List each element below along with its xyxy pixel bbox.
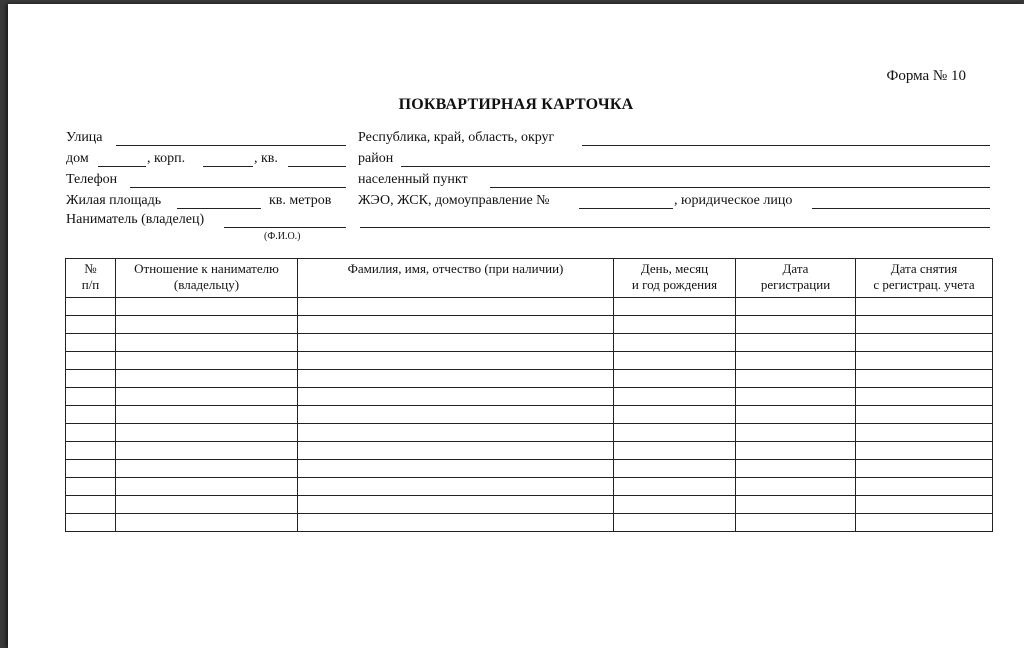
column-header-5: Дата регистрации [736, 259, 856, 298]
column-header-3: Фамилия, имя, отчество (при наличии) [298, 259, 614, 298]
building-label: , корп. [147, 151, 186, 166]
table-cell[interactable] [856, 442, 993, 460]
table-cell[interactable] [736, 316, 856, 334]
table-cell[interactable] [856, 406, 993, 424]
table-cell[interactable] [298, 496, 614, 514]
table-cell[interactable] [614, 424, 736, 442]
table-row [66, 352, 993, 370]
table-cell[interactable] [736, 370, 856, 388]
table-cell[interactable] [298, 406, 614, 424]
page-title: ПОКВАРТИРНАЯ КАРТОЧКА [398, 96, 634, 113]
table-cell[interactable] [298, 352, 614, 370]
table-cell[interactable] [116, 334, 298, 352]
registration-table [65, 258, 993, 532]
table-cell[interactable] [116, 460, 298, 478]
table-cell[interactable] [66, 370, 116, 388]
republic-field[interactable] [582, 145, 990, 146]
table-row [66, 514, 993, 532]
table-row [66, 388, 993, 406]
table-cell[interactable] [66, 424, 116, 442]
tenant-field[interactable] [224, 227, 346, 228]
housing-office-label: ЖЭО, ЖСК, домоуправление № [358, 193, 550, 208]
table-cell[interactable] [856, 316, 993, 334]
table-cell[interactable] [856, 460, 993, 478]
apartment-label: , кв. [254, 151, 278, 166]
legal-entity-field[interactable] [812, 208, 990, 209]
table-cell[interactable] [66, 478, 116, 496]
table-cell[interactable] [298, 442, 614, 460]
table-cell[interactable] [614, 352, 736, 370]
table-cell[interactable] [614, 442, 736, 460]
table-cell[interactable] [736, 406, 856, 424]
table-cell[interactable] [66, 514, 116, 532]
table-cell[interactable] [116, 298, 298, 316]
street-field[interactable] [116, 145, 346, 146]
table-cell[interactable] [856, 352, 993, 370]
table-cell[interactable] [66, 442, 116, 460]
table-cell[interactable] [736, 514, 856, 532]
fio-note: (Ф.И.О.) [264, 231, 301, 242]
table-cell[interactable] [614, 478, 736, 496]
table-cell[interactable] [614, 370, 736, 388]
document-page [8, 4, 1024, 648]
table-cell[interactable] [856, 334, 993, 352]
table-cell[interactable] [298, 370, 614, 388]
column-header-4: День, месяц и год рождения [614, 259, 736, 298]
table-cell[interactable] [298, 478, 614, 496]
table-cell[interactable] [736, 496, 856, 514]
table-cell[interactable] [736, 334, 856, 352]
building-field[interactable] [203, 166, 253, 167]
table-cell[interactable] [66, 460, 116, 478]
table-cell[interactable] [298, 388, 614, 406]
table-row [66, 478, 993, 496]
housing-office-field[interactable] [579, 208, 673, 209]
table-cell[interactable] [298, 334, 614, 352]
table-header-row [66, 259, 993, 298]
table-cell[interactable] [856, 298, 993, 316]
form-number: Форма № 10 [886, 68, 966, 84]
table-row [66, 316, 993, 334]
living-area-label: Жилая площадь [66, 193, 162, 208]
table-cell[interactable] [614, 316, 736, 334]
table-cell[interactable] [856, 514, 993, 532]
table-cell[interactable] [298, 316, 614, 334]
table-cell[interactable] [614, 298, 736, 316]
table-cell[interactable] [736, 352, 856, 370]
table-cell[interactable] [116, 478, 298, 496]
table-cell[interactable] [856, 424, 993, 442]
table-cell[interactable] [66, 352, 116, 370]
table-cell[interactable] [614, 460, 736, 478]
table-cell[interactable] [116, 388, 298, 406]
table-cell[interactable] [116, 442, 298, 460]
extra-line-field[interactable] [360, 227, 990, 228]
republic-label: Республика, край, область, округ [358, 130, 555, 145]
table-cell[interactable] [116, 514, 298, 532]
table-cell[interactable] [116, 352, 298, 370]
apartment-field[interactable] [288, 166, 346, 167]
table-cell[interactable] [736, 478, 856, 496]
column-header-2: Отношение к нанимателю (владельцу) [116, 259, 298, 298]
table-row [66, 406, 993, 424]
legal-entity-label: , юридическое лицо [674, 193, 793, 208]
table-cell[interactable] [856, 496, 993, 514]
table-cell[interactable] [856, 388, 993, 406]
table-cell[interactable] [856, 370, 993, 388]
table-row [66, 334, 993, 352]
table-cell[interactable] [614, 388, 736, 406]
table-cell[interactable] [66, 316, 116, 334]
living-area-field[interactable] [177, 208, 261, 209]
table-cell[interactable] [66, 496, 116, 514]
table-cell[interactable] [116, 424, 298, 442]
table-cell[interactable] [116, 370, 298, 388]
table-cell[interactable] [298, 460, 614, 478]
column-header-1: № п/п [66, 259, 116, 298]
table-body [66, 298, 993, 532]
sq-meters-label: кв. метров [269, 193, 332, 208]
tenant-label: Наниматель (владелец) [66, 212, 205, 227]
table-cell[interactable] [298, 514, 614, 532]
table-cell[interactable] [614, 334, 736, 352]
table-cell[interactable] [736, 424, 856, 442]
table-cell[interactable] [66, 406, 116, 424]
table-row [66, 370, 993, 388]
table-cell[interactable] [736, 298, 856, 316]
phone-field[interactable] [130, 187, 346, 188]
table-cell[interactable] [736, 388, 856, 406]
table-cell[interactable] [116, 316, 298, 334]
district-field[interactable] [401, 166, 990, 167]
table-cell[interactable] [66, 388, 116, 406]
table-row [66, 298, 993, 316]
table-row [66, 442, 993, 460]
table-cell[interactable] [66, 298, 116, 316]
house-field[interactable] [98, 166, 146, 167]
settlement-field[interactable] [490, 187, 990, 188]
table-row [66, 460, 993, 478]
table-cell[interactable] [66, 334, 116, 352]
table-cell[interactable] [298, 424, 614, 442]
house-label: дом [66, 151, 89, 166]
table-cell[interactable] [736, 460, 856, 478]
table-cell[interactable] [856, 478, 993, 496]
column-header-6: Дата снятия с регистрац. учета [856, 259, 993, 298]
district-label: район [358, 151, 394, 166]
table-cell[interactable] [614, 514, 736, 532]
table-cell[interactable] [614, 406, 736, 424]
table-cell[interactable] [116, 496, 298, 514]
street-label: Улица [66, 130, 103, 145]
phone-label: Телефон [66, 172, 118, 187]
table-cell[interactable] [116, 406, 298, 424]
table-cell[interactable] [298, 298, 614, 316]
table-row [66, 496, 993, 514]
table-cell[interactable] [614, 496, 736, 514]
settlement-label: населенный пункт [358, 172, 468, 187]
table-row [66, 424, 993, 442]
table-cell[interactable] [736, 442, 856, 460]
